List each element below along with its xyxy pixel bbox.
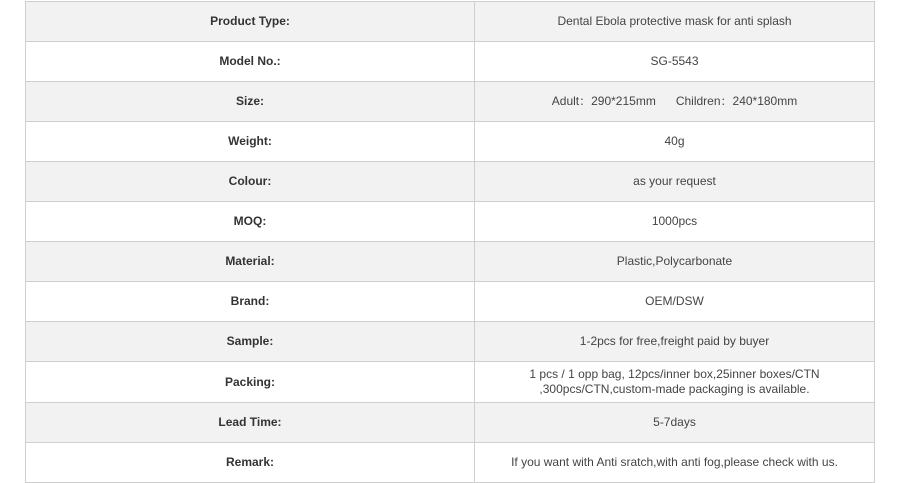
spec-label: Model No.: bbox=[26, 42, 475, 82]
spec-label: MOQ: bbox=[26, 202, 475, 242]
spec-label: Weight: bbox=[26, 122, 475, 162]
spec-row bbox=[26, 2, 875, 42]
spec-value: 5-7days bbox=[475, 403, 875, 443]
spec-value: Plastic,Polycarbonate bbox=[475, 242, 875, 282]
spec-row bbox=[26, 403, 875, 443]
spec-row bbox=[26, 242, 875, 282]
spec-value: 1 pcs / 1 opp bag, 12pcs/inner box,25inner boxes/CTN ,300pcs/CTN,custom-made packaging is available. bbox=[475, 362, 875, 403]
spec-value: Dental Ebola protective mask for anti splash bbox=[475, 2, 875, 42]
spec-value: If you want with Anti sratch,with anti fog,please check with us. bbox=[475, 443, 875, 483]
spec-value: 1-2pcs for free,freight paid by buyer bbox=[475, 322, 875, 362]
product-spec-table bbox=[25, 1, 875, 483]
spec-row bbox=[26, 122, 875, 162]
spec-label: Product Type: bbox=[26, 2, 475, 42]
spec-value: as your request bbox=[475, 162, 875, 202]
spec-table-body bbox=[26, 2, 875, 483]
spec-row bbox=[26, 282, 875, 322]
spec-value: 1000pcs bbox=[475, 202, 875, 242]
spec-row bbox=[26, 362, 875, 403]
spec-value: Adult：290*215mm Children：240*180mm bbox=[475, 82, 875, 122]
spec-label: Size: bbox=[26, 82, 475, 122]
spec-row bbox=[26, 42, 875, 82]
spec-label: Lead Time: bbox=[26, 403, 475, 443]
spec-row bbox=[26, 322, 875, 362]
spec-value: OEM/DSW bbox=[475, 282, 875, 322]
spec-label: Brand: bbox=[26, 282, 475, 322]
spec-row bbox=[26, 82, 875, 122]
spec-row bbox=[26, 202, 875, 242]
spec-value: SG-5543 bbox=[475, 42, 875, 82]
spec-label: Material: bbox=[26, 242, 475, 282]
spec-label: Sample: bbox=[26, 322, 475, 362]
spec-value: 40g bbox=[475, 122, 875, 162]
spec-label: Colour: bbox=[26, 162, 475, 202]
spec-row bbox=[26, 443, 875, 483]
spec-label: Packing: bbox=[26, 362, 475, 403]
spec-label: Remark: bbox=[26, 443, 475, 483]
spec-row bbox=[26, 162, 875, 202]
